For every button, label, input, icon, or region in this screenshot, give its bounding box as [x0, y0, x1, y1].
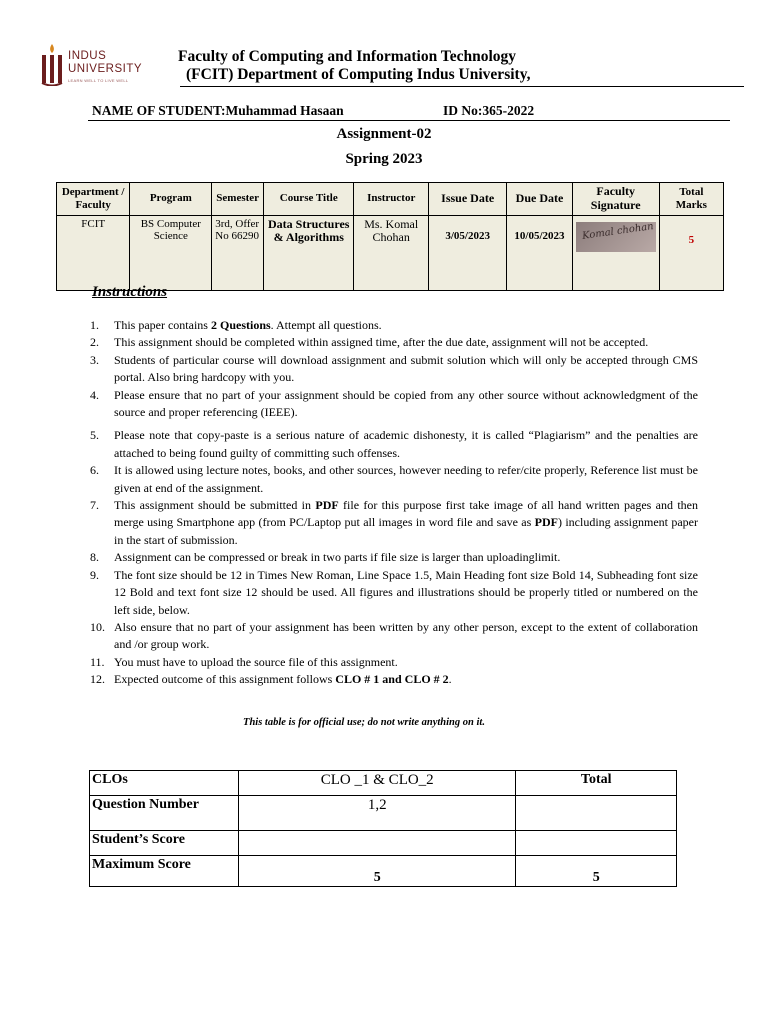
clo-row [90, 771, 677, 796]
instruction-number: 7. [90, 498, 99, 513]
instruction-number: 6. [90, 463, 99, 478]
assignment-title: Assignment-02 [336, 126, 432, 142]
instruction-item [90, 427, 698, 462]
instruction-text: Also ensure that no part of your assignment has been written by any other person, except to the extent of collaboration and /or group work. [114, 619, 698, 652]
instruction-text: Students of particular course will download assignment and submit solution which will only be accepted through CMS portal. Also bring hardcopy with you. [114, 352, 698, 385]
instruction-text: Please note that copy-paste is a serious nature of academic dishonesty, it is called “Plagiarism” and the penalties are attached to being found guilty of committing such offenses. [114, 428, 698, 460]
instruction-emphasis: PDF [534, 515, 558, 530]
instruction-emphasis: 2 Questions [210, 318, 271, 332]
instructions-list [90, 317, 698, 689]
instruction-text: This assignment should be submitted in [114, 498, 316, 513]
cell-signature [572, 215, 659, 290]
score-label: Student’s Score [90, 831, 239, 856]
cell-department: FCIT [57, 215, 130, 290]
student-divider [88, 120, 730, 121]
instruction-number: 2. [90, 335, 99, 350]
max-row [90, 856, 677, 887]
info-table-header-row [57, 183, 724, 216]
cell-course-title: Data Structures & Algorithms [264, 215, 354, 290]
instruction-text: This paper contains [114, 318, 211, 332]
cell-due-date: 10/05/2023 [507, 215, 572, 290]
instruction-number: 11. [90, 654, 105, 669]
question-row [90, 796, 677, 831]
clo-table [89, 770, 677, 887]
header-total-marks: Total Marks [659, 183, 723, 216]
instruction-item [90, 654, 698, 671]
instruction-text: file for this purpose first take image of all hand written pages and then merge using Smartphone app (from PC/Laptop put all images in word file and save as [114, 498, 698, 530]
instruction-number: 4. [90, 387, 99, 402]
instruction-text: Expected outcome of this assignment follows [114, 672, 336, 687]
instruction-item [90, 462, 698, 497]
instruction-item [90, 567, 698, 619]
max-label: Maximum Score [90, 856, 239, 887]
logo-text-indus: INDUS [68, 50, 107, 62]
header-semester: Semester [212, 183, 264, 216]
header-instructor: Instructor [354, 183, 429, 216]
logo-tagline: LEARN WELL TO LIVE WELL [68, 78, 129, 83]
instruction-number: 8. [90, 550, 99, 565]
signature-image [576, 222, 656, 252]
header-course-title: Course Title [264, 183, 354, 216]
info-table-row [57, 215, 724, 290]
instruction-text: Please ensure that no part of your assignment should be copied from any other source without acknowledgment of the source and proper referencing (IEEE). [114, 387, 698, 420]
instruction-text: . [448, 672, 452, 687]
instructions-title: Instructions [92, 284, 168, 300]
instruction-item [90, 549, 698, 566]
instruction-number: 1. [90, 318, 99, 332]
cell-program: BS Computer Science [130, 215, 212, 290]
logo-text-university: UNIVERSITY [68, 63, 143, 75]
student-id: ID No:365-2022 [443, 103, 535, 118]
header-program: Program [130, 183, 212, 216]
score-value-cell [239, 831, 516, 856]
header-faculty-signature: Faculty Signature [572, 183, 659, 216]
instruction-item [90, 334, 698, 351]
question-label: Question Number [90, 796, 239, 831]
department-heading: (FCIT) Department of Computing Indus University, [186, 66, 531, 83]
header-department: Department / Faculty [57, 183, 130, 216]
instruction-item [90, 352, 698, 387]
question-value: 1,2 [239, 796, 516, 831]
max-value: 5 [239, 856, 516, 887]
question-total-cell [516, 796, 677, 831]
score-total-cell [516, 831, 677, 856]
cell-instructor: Ms. Komal Chohan [354, 215, 429, 290]
cell-total-marks: 5 [659, 215, 723, 290]
clos-value: CLO _1 & CLO_2 [239, 771, 516, 796]
instruction-text: ) including assignment paper in the start of submission. [114, 515, 699, 547]
faculty-heading: Faculty of Computing and Information Technology [178, 48, 517, 65]
instruction-item [90, 317, 698, 334]
official-use-note: This table is for official use; do not write anything on it. [243, 717, 485, 728]
header-divider [180, 86, 744, 87]
total-label: Total [516, 771, 677, 796]
score-row [90, 831, 677, 856]
max-total: 5 [516, 856, 677, 887]
instruction-text: You must have to upload the source file of this assignment. [114, 654, 398, 669]
instruction-item [90, 497, 698, 549]
cell-issue-date: 3/05/2023 [429, 215, 507, 290]
instruction-emphasis: PDF [315, 498, 339, 513]
clos-label: CLOs [90, 771, 239, 796]
instruction-item [90, 619, 698, 654]
instruction-text: The font size should be 12 in Times New Roman, Line Space 1.5, Main Heading font size Bold 14, Subheading font size 12 Bold and text font size 12 should be used. All figures and illustrations should be properly titled or numbered on the left side, below. [114, 567, 698, 617]
instruction-number: 9. [90, 567, 99, 582]
instruction-emphasis: CLO # 1 and CLO # 2 [335, 672, 449, 687]
header-due-date: Due Date [507, 183, 572, 216]
signature-scribble: Komal chohan [581, 220, 655, 242]
cell-semester: 3rd, Offer No 66290 [212, 215, 264, 290]
instruction-item [90, 387, 698, 422]
header-issue-date: Issue Date [429, 183, 507, 216]
student-name: NAME OF STUDENT:Muhammad Hasaan [92, 103, 344, 118]
university-logo [40, 40, 165, 90]
instruction-number: 3. [90, 352, 99, 367]
instruction-number: 10. [90, 619, 105, 634]
instruction-number: 5. [90, 428, 99, 443]
assignment-term: Spring 2023 [345, 151, 423, 167]
instruction-text: Assignment can be compressed or break in two parts if file size is larger than uploadinglimit. [114, 550, 561, 565]
torch-icon [40, 42, 64, 86]
instruction-item [90, 671, 698, 688]
instruction-text: It is allowed using lecture notes, books, and other sources, however needing to refer/cite properly, Reference list must be given at end of the assignment. [114, 463, 698, 495]
instruction-number: 12. [90, 672, 105, 687]
instruction-text: This assignment should be completed within assigned time, after the due date, assignment will not be accepted. [114, 335, 649, 350]
instruction-text: . Attempt all questions. [270, 318, 382, 332]
course-info-table [56, 182, 724, 291]
